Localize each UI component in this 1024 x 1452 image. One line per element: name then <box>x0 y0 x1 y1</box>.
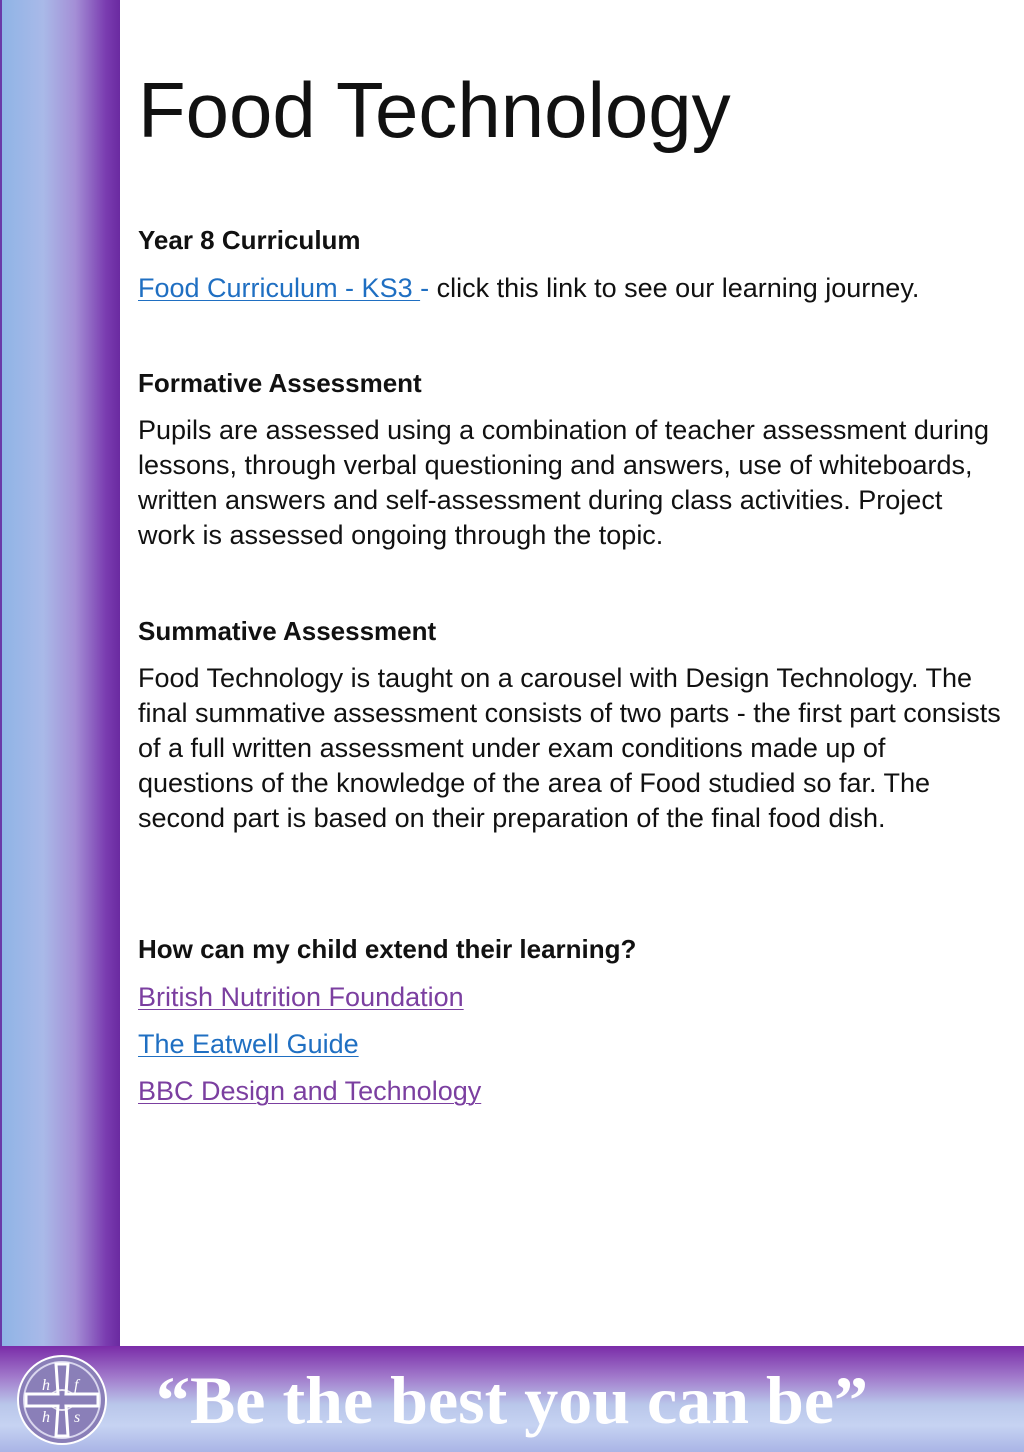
summative-body: Food Technology is taught on a carousel with Design Technology. The final summative assessment consists of two parts - the first part consists of a full written assessment under exam conditions made up of questions of the knowledge of the area of Food studied so far. The second part is based on their preparation of the final food dish. <box>138 663 1001 833</box>
year8-line <box>138 271 1006 306</box>
crest-letter: f <box>74 1377 79 1394</box>
formative-heading: Formative Assessment <box>138 368 422 398</box>
extend-heading: How can my child extend their learning? <box>138 934 637 964</box>
formative-body: Pupils are assessed using a combination of teacher assessment during lessons, through verbal questioning and answers, use of whiteboards, written answers and self-assessment during class activities. Project work is assessed ongoing through the topic. <box>138 415 989 550</box>
extend-link-item <box>138 980 1006 1015</box>
page-title: Food Technology <box>138 66 731 154</box>
crest-letter: h <box>42 1377 50 1394</box>
year8-heading: Year 8 Curriculum <box>138 225 361 255</box>
extend-link-item <box>138 1074 1006 1109</box>
british-nutrition-foundation-link[interactable]: British Nutrition Foundation <box>138 982 464 1012</box>
crest-letter: h <box>42 1409 50 1426</box>
footer-banner <box>0 1346 1024 1452</box>
motto-text: “Be the best you can be” <box>155 1362 869 1438</box>
link-dash: - <box>420 273 437 303</box>
left-decorative-band <box>0 0 120 1346</box>
food-curriculum-ks3-link[interactable]: Food Curriculum - KS3 <box>138 273 421 303</box>
crest-letter: s <box>74 1409 81 1426</box>
school-motto <box>0 1356 1024 1444</box>
eatwell-guide-link[interactable]: The Eatwell Guide <box>138 1029 359 1059</box>
year8-link-description: click this link to see our learning journey. <box>436 273 920 303</box>
extend-link-item <box>138 1027 1006 1062</box>
bbc-design-technology-link[interactable]: BBC Design and Technology <box>138 1076 482 1106</box>
summative-heading: Summative Assessment <box>138 616 437 646</box>
